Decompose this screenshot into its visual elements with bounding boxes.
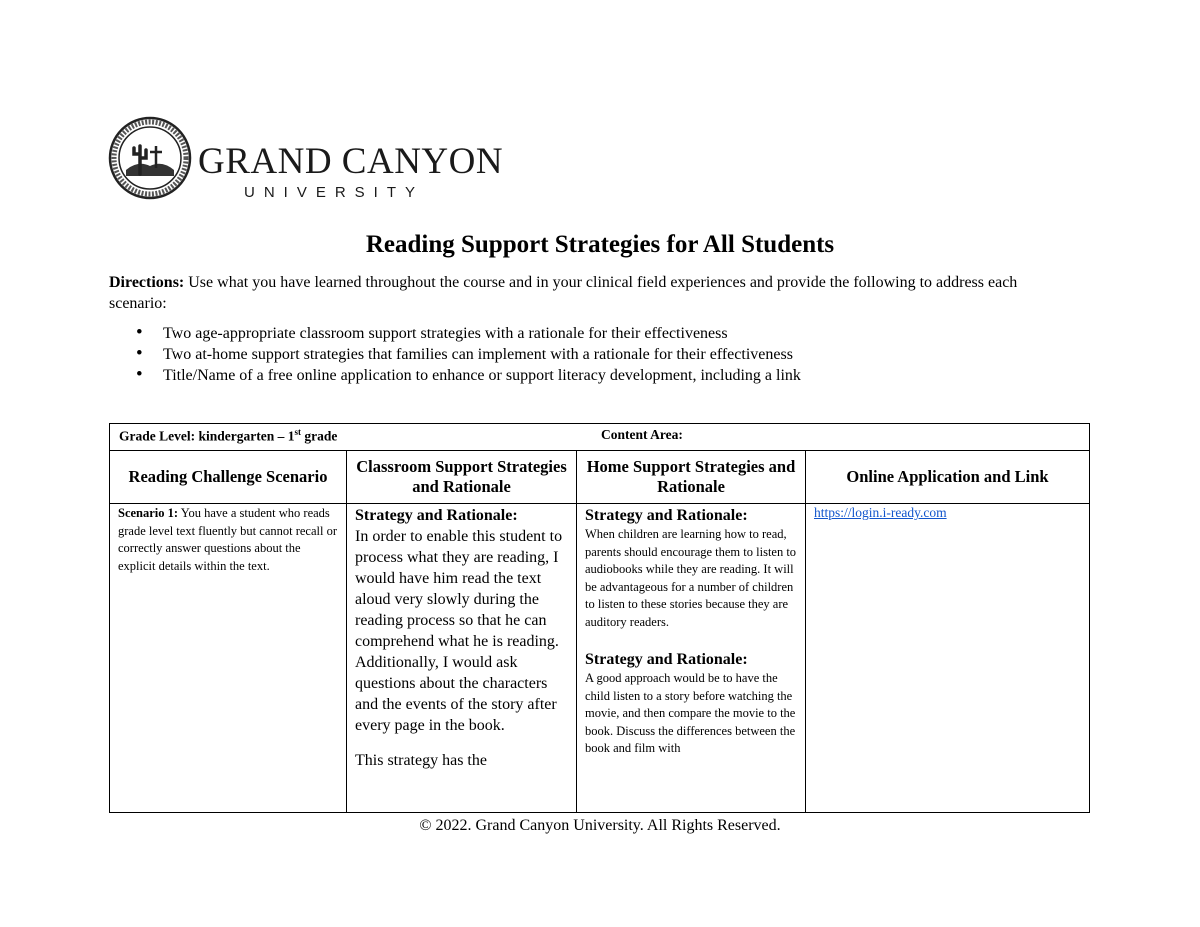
list-item: • Two age-appropriate classroom support strategies with a rationale for their effectiveness [109,323,1069,344]
home-strategy-heading-2: Strategy and Rationale: [585,651,748,668]
university-logo [108,116,504,202]
classroom-strategy-text-continued: This strategy has the [355,752,487,769]
grade-level [119,427,337,445]
header-scenario: Reading Challenge Scenario [110,451,347,504]
grade-level-text: Grade Level: kindergarten – 1 [119,428,295,444]
scenario-table [109,423,1090,813]
scenario-label: Scenario 1: [118,506,179,520]
table-meta-row [110,424,1089,451]
scenario-description: You have a student who reads grade level text fluently but cannot recall or correctly answer questions about the explicit details within the text. [118,506,338,573]
cell-online [806,504,1089,812]
online-app-link[interactable]: https://login.i-ready.com [814,505,947,520]
document-title: Reading Support Strategies for All Students [365,231,835,258]
grade-level-suffix: grade [300,428,338,444]
directions [109,272,1069,314]
scenario-text [118,505,338,575]
university-seal-icon [108,116,192,200]
directions-label: Directions: [109,274,185,291]
cell-classroom [347,504,577,812]
header-home: Home Support Strategies and Rationale [577,451,806,504]
list-item: • Title/Name of a free online application to enhance or support literacy development, including a link [109,365,1069,386]
list-item: • Two at-home support strategies that families can implement with a rationale for their effectiveness [109,344,1069,365]
grade-level-sup: st [294,427,301,437]
header-classroom: Classroom Support Strategies and Rationale [347,451,577,504]
logo-wordmark-line1: GRAND CANYON [198,141,504,182]
logo-wordmark-line2: UNIVERSITY [244,184,425,201]
home-strategy-text-2: A good approach would be to have the child listen to a story before watching the movie, and then compare the movie to the book. Discuss the differences between the book and film with [585,671,796,755]
home-strategy-text-1: When children are learning how to read, parents should encourage them to listen to audiobooks while they are reading. It will be advantageous for a number of children to listen to these stories because they are auditory readers. [585,527,797,629]
home-strategy-heading-1: Strategy and Rationale: [585,507,748,524]
header-online: Online Application and Link [806,451,1089,504]
content-area: Content Area: [601,427,683,442]
cell-scenario [110,504,347,812]
classroom-strategy-text: In order to enable this student to process what they are reading, I would have him read the text aloud very slowly during the reading process so that he can comprehend what he is reading. Additionally, I would ask questions about the characters and the events of the story after every page in the book. [355,528,563,734]
classroom-strategy-heading: Strategy and Rationale: [355,507,518,524]
copyright-footer: © 2022. Grand Canyon University. All Rights Reserved. [419,817,781,834]
directions-text: Use what you have learned throughout the course and in your clinical field experiences and provide the following to address each scenario: [109,274,1018,312]
cell-home [577,504,806,812]
requirements-list [109,323,1069,386]
